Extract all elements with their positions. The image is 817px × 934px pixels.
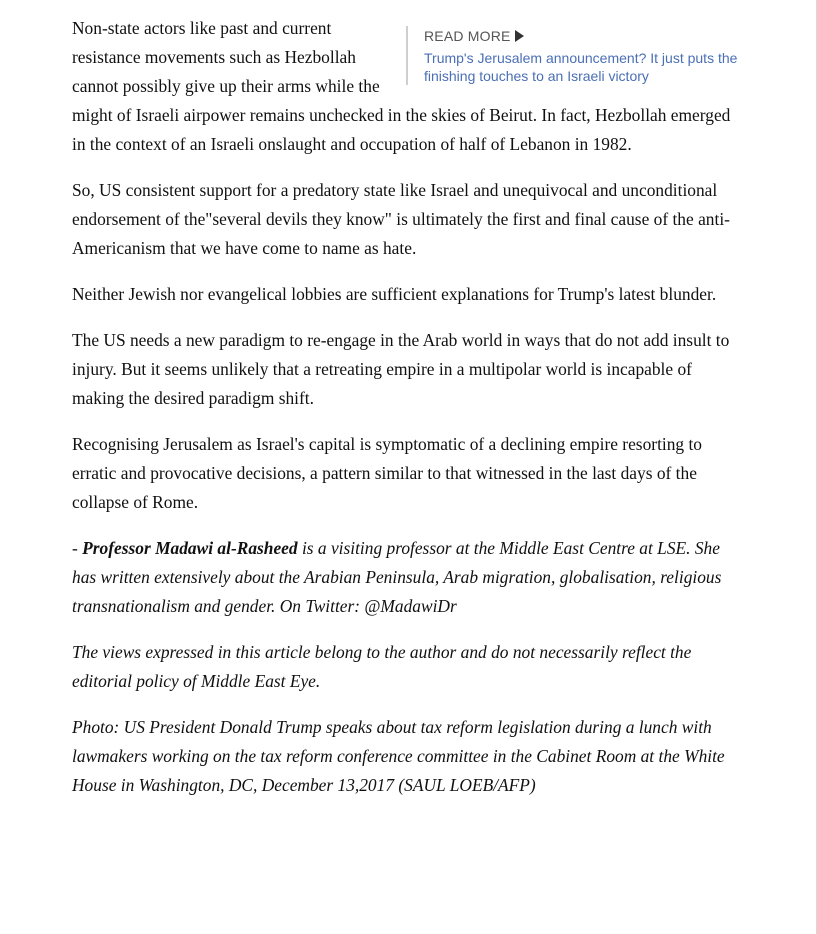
read-more-box <box>406 26 742 85</box>
paragraph-5: Recognising Jerusalem as Israel's capital is symptomatic of a declining empire resorting to erratic and provocative decisions, a pattern similar to that witnessed in the last days of the collapse of Rome. <box>72 434 702 512</box>
disclaimer: The views expressed in this article belong to the author and do not necessarily reflect the editorial policy of Middle East Eye. <box>72 642 692 691</box>
author-bio-prefix: - <box>72 538 83 558</box>
paragraph-1: Non-state actors like past and current resistance movements such as Hezbollah cannot possibly give up their arms while the might of Israeli airpower remains unchecked in the skies of Beirut. In fact, Hezbollah emerged in the context of an Israeli onslaught and occupation of half of Lebanon in 1982. <box>72 18 731 154</box>
paragraph-4: The US needs a new paradigm to re-engage in the Arab world in ways that do not add insult to injury. But it seems unlikely that a retreating empire in a multipolar world is incapable of making the desired paradigm shift. <box>72 330 730 408</box>
author-bio-text: is a visiting professor at the Middle East Centre at LSE. She has written extensively about the Arabian Peninsula, Arab migration, globalisation, religious transnationalism and gender. On Twitter: @MadawiDr <box>72 538 722 616</box>
paragraph-2: So, US consistent support for a predatory state like Israel and unequivocal and unconditional endorsement of the"several devils they know" is ultimately the first and final cause of the anti-Americanism that we have come to name as hate. <box>72 180 730 258</box>
author-bio <box>72 534 748 621</box>
article-body <box>72 14 748 817</box>
paragraph-3: Neither Jewish nor evangelical lobbies are sufficient explanations for Trump's latest blunder. <box>72 284 717 304</box>
read-more-link[interactable]: Trump's Jerusalem announcement? It just puts the finishing touches to an Israeli victory <box>424 50 738 84</box>
read-more-label <box>424 26 742 46</box>
read-more-label-text: READ MORE <box>424 28 511 44</box>
author-name: Professor Madawi al-Rasheed <box>82 538 298 558</box>
play-arrow-icon <box>515 30 524 42</box>
photo-caption: Photo: US President Donald Trump speaks about tax reform legislation during a lunch with lawmakers working on the tax reform conference committee in the Cabinet Room at the White House in Washington, DC, December 13,2017 (SAUL LOEB/AFP) <box>72 717 725 795</box>
